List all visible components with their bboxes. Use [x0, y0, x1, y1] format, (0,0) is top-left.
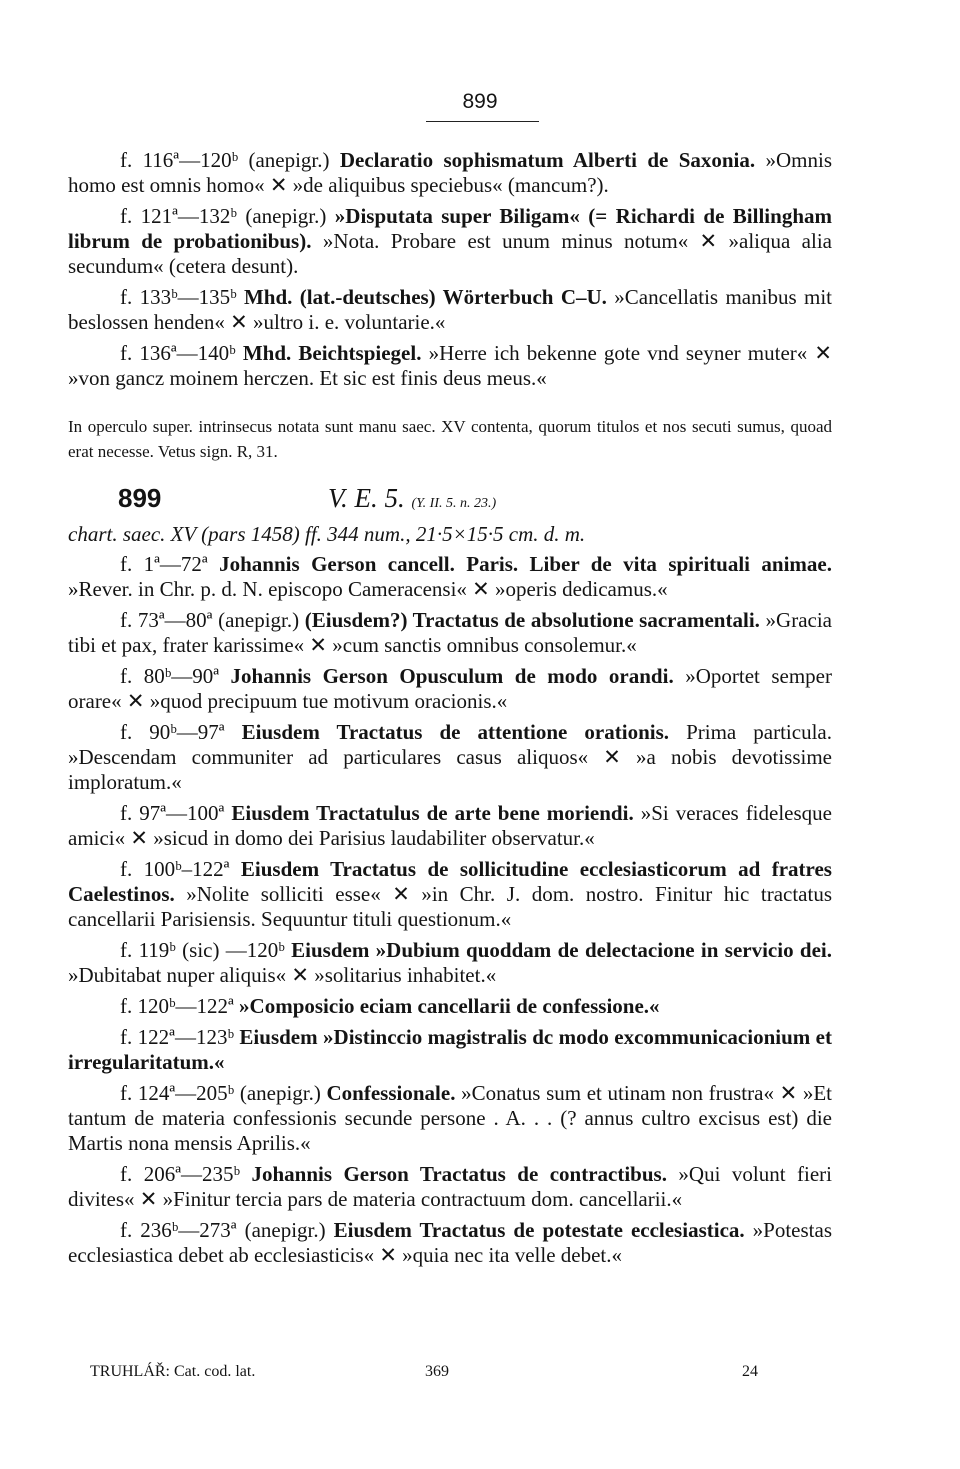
page-number: 899: [462, 90, 498, 113]
catalog-entry: f. 90ᵇ—97ª Eiusdem Tractatus de attentione orationis. Prima particula. »Descendam communiter ad particulares casus aliquos« ✕ »a nobis devotissime imploratum.«: [68, 720, 832, 794]
catalog-entry: f. 133ᵇ—135ᵇ Mhd. (lat.-deutsches) Wörterbuch C–U. »Cancellatis manibus mit beslossen henden« ✕ »ultro i. e. voluntarie.«: [68, 285, 833, 334]
catalog-entry: f. 100ᵇ–122ª Eiusdem Tractatus de sollicitudine ecclesiasticorum ad fratres Caelestinos. »Nolite solliciti esse« ✕ »in Chr. J. dom. nostro. Finitur hic tractatus cancellarii Parisiensis. Sequuntur tituli questionum.«: [68, 857, 832, 931]
catalog-entry: f. 124ª—205ᵇ (anepigr.) Confessionale. »Conatus sum et utinam non frustra« ✕ »Et tantum de materia confessionis secunde persone . A. . . (? annus cultro excisus est) die Martis nona mensis Aprilis.«: [68, 1081, 832, 1155]
catalog-entry: f. 1ª—72ª Johannis Gerson cancell. Paris. Liber de vita spirituali animae. »Rever. in Chr. p. d. N. episcopo Cameracensi« ✕ »operis dedicamus.«: [68, 552, 832, 601]
codex-number: 899: [118, 483, 162, 513]
footer-page: 369: [425, 1363, 449, 1380]
codex-contents: [68, 552, 832, 1268]
codex-heading: [118, 483, 718, 515]
catalog-entry: f. 120ᵇ—122ª »Composicio eciam cancellarii de confessione.«: [120, 994, 660, 1018]
header-rule: [426, 121, 539, 122]
catalog-entry: f. 122ª—123ᵇ Eiusdem »Distinccio magistralis dc modo excommunicacionium et irregularitatum.«: [68, 1025, 833, 1074]
catalog-entry: f. 206ª—235ᵇ Johannis Gerson Tractatus de contractibus. »Qui volunt fieri divites« ✕ »Finitur tercia pars de materia contractuum dom. cancellarii.«: [68, 1162, 832, 1211]
old-shelfmark: (Y. II. 5. n. 23.): [411, 496, 497, 511]
codex-description: chart. saec. XV (pars 1458) ff. 344 num., 21·5×15·5 cm. d. m.: [68, 522, 586, 546]
codex-shelfmark: V. E. 5. (Y. II. 5. n. 23.): [328, 483, 497, 513]
catalog-entry: f. 121ª—132ᵇ (anepigr.) »Disputata super Biligam« (= Richardi de Billingham librum de probationibus). »Nota. Probare est unum minus notum« ✕ »aliqua alia secundum« (cetera desunt).: [68, 204, 832, 278]
footer-author: TRUHLÁŘ: Cat. cod. lat.: [90, 1363, 256, 1380]
catalog-entry: f. 116ª—120ᵇ (anepigr.) Declaratio sophismatum Alberti de Saxonia. »Omnis homo est omnis homo« ✕ »de aliquibus speciebus« (mancum?).: [68, 148, 832, 197]
page-footer: [0, 1363, 960, 1387]
footer-signature: 24: [742, 1363, 758, 1380]
catalog-entry: f. 80ᵇ—90ª Johannis Gerson Opusculum de modo orandi. »Oportet semper orare« ✕ »quod precipuum tue motivum oracionis.«: [68, 664, 832, 713]
catalog-entry: f. 136ª—140ᵇ Mhd. Beichtspiegel. »Herre ich bekenne gote vnd seyner muter« ✕ »von gancz moinem herczen. Et sic est finis deus meus.«: [68, 341, 832, 390]
catalog-entry: f. 119ᵇ (sic) —120ᵇ Eiusdem »Dubium quoddam de delectacione in servicio dei. »Dubitabat nuper aliquis« ✕ »solitarius inhabitet.«: [68, 938, 833, 987]
cover-note: [68, 414, 832, 464]
catalog-entry: f. 73ª—80ª (anepigr.) (Eiusdem?) Tractatus de absolutione sacramentali. »Gracia tibi et pax, frater karissime« ✕ »cum sanctis omnibus consolemur.«: [68, 608, 832, 657]
previous-codex-entries: [68, 148, 832, 391]
cover-note-text: In operculo super. intrinsecus notata sunt manu saec. XV contenta, quorum titulos et nos secuti sumus, quoad erat necesse. Vetus sign. R, 31.: [68, 417, 832, 461]
catalog-entry: f. 97ª—100ª Eiusdem Tractatulus de arte bene moriendi. »Si veraces fidelesque amici« ✕ »sicud in domo dei Parisius laudabiliter observatur.«: [68, 801, 832, 850]
catalog-entry: f. 236ᵇ—273ª (anepigr.) Eiusdem Tractatus de potestate ecclesiastica. »Potestas ecclesiastica debet ab ecclesiasticis« ✕ »quia nec ita velle debet.«: [68, 1218, 832, 1267]
